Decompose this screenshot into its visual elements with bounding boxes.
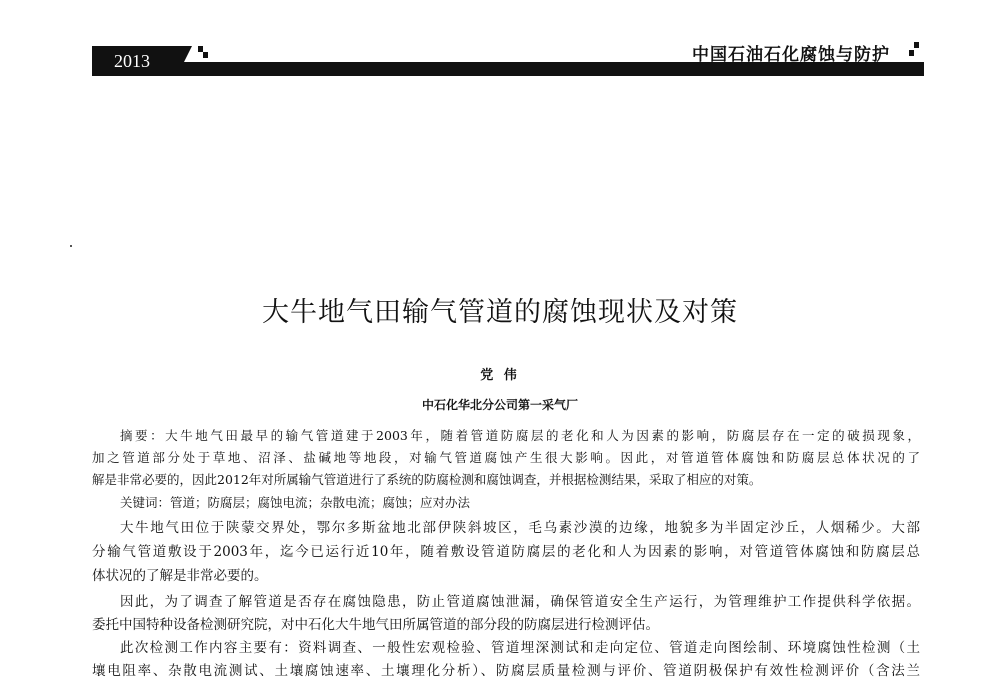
- body-line: 壤电阻率、杂散电流测试、土壤腐蚀速率、土壤理化分析）、防腐层质量检测与评价、管道阴极保护有效性检测评价（含法兰: [92, 663, 920, 679]
- abstract-line: 加之管道部分处于草地、沼泽、盐碱地等地段，对输气管道腐蚀产生很大影响。因此，对管道管体腐蚀和防腐层总体状况的了: [92, 450, 920, 465]
- body-line: 分输气管道敷设于2003年，迄今已运行近10年，随着敷设管道防腐层的老化和人为因素的影响，对管道管体腐蚀和防腐层总: [92, 544, 920, 560]
- body-line: 体状况的了解是非常必要的。: [92, 568, 268, 584]
- affiliation: 中石化华北分公司第一采气厂: [421, 398, 578, 412]
- article-title: 大牛地气田输气管道的腐蚀现状及对策: [262, 297, 738, 328]
- header-decor-square: [909, 50, 914, 56]
- keywords: 关键词：管道；防腐层；腐蚀电流；杂散电流；腐蚀；应对办法: [120, 495, 471, 510]
- author: 党 伟: [480, 368, 520, 383]
- header-notch: [184, 46, 192, 62]
- body-line: 因此，为了调查了解管道是否存在腐蚀隐患，防止管道腐蚀泄漏，确保管道安全生产运行，为管理维护工作提供科学依据。: [120, 594, 920, 610]
- body-line: 此次检测工作内容主要有：资料调查、一般性宏观检验、管道埋深测试和走向定位、管道走向图绘制、环境腐蚀性检测（土: [120, 640, 920, 656]
- scan-speck: [70, 245, 72, 247]
- abstract-line: 摘要：大牛地气田最早的输气管道建于2003年，随着管道防腐层的老化和人为因素的影响，防腐层存在一定的破损现象，: [120, 428, 920, 443]
- issue-year: 2013: [92, 46, 184, 76]
- header-decor-square: [203, 52, 208, 58]
- header-decor-square: [914, 42, 919, 48]
- body-line: 大牛地气田位于陕蒙交界处，鄂尔多斯盆地北部伊陕斜坡区，毛乌素沙漠的边缘，地貌多为半固定沙丘，人烟稀少。大部: [120, 520, 920, 536]
- abstract-line: 解是非常必要的，因此2012年对所属输气管道进行了系统的防腐检测和腐蚀调查，并根据检测结果，采取了相应的对策。: [92, 472, 762, 487]
- journal-title: 中国石油石化腐蚀与防护: [692, 45, 890, 65]
- body-line: 委托中国特种设备检测研究院，对中石化大牛地气田所属管道的部分段的防腐层进行检测评估。: [92, 617, 659, 633]
